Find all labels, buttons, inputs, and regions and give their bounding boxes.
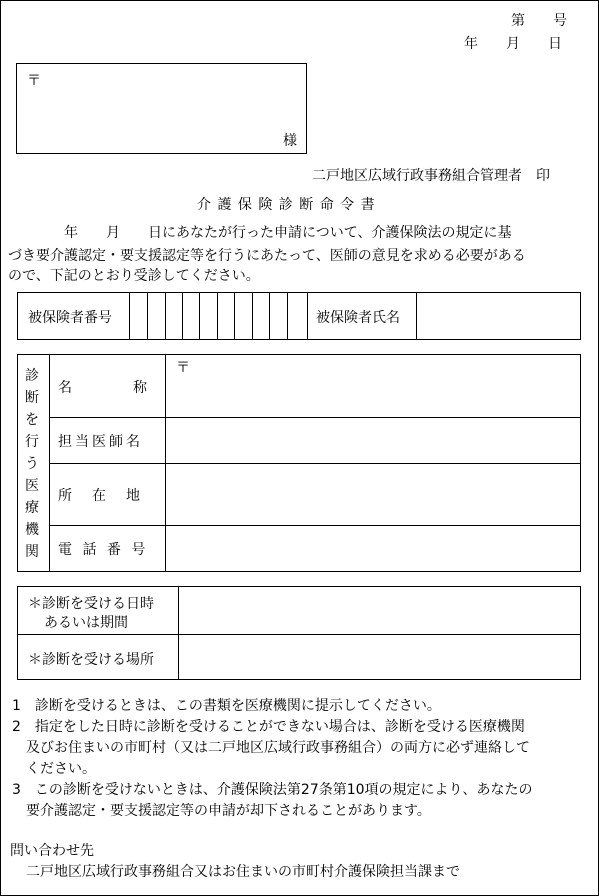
institution-table	[17, 354, 581, 572]
body-line-2: づき要介護認定・要支援認定等を行うにあたって、医師の意見を求める必要がある	[8, 248, 526, 264]
institution-name-label: 名 称	[58, 380, 148, 396]
doctor-name-field[interactable]	[168, 419, 576, 461]
insured-name-field[interactable]	[418, 293, 580, 339]
note-3: 3 この診断を受けないときは、介護保険法第27条第10項の規定により、あなたの	[12, 782, 533, 798]
address-box[interactable]	[16, 63, 307, 154]
address-label: 所 在 地	[58, 488, 143, 504]
datetime-field[interactable]	[180, 587, 578, 633]
address-field[interactable]	[168, 465, 576, 523]
contact-text: 二戸地区広域行政事務組合又はお住まいの市町村介護保険担当課まで	[26, 864, 460, 880]
body-line-1: 年 月 日にあなたが行った申請について、介護保険法の規定に基	[8, 225, 512, 241]
insured-number-label: 被保険者番号	[28, 310, 112, 326]
institution-side-label: 診断を行う医療機関	[25, 368, 39, 560]
body-line-3: ので、下記のとおり受診してください。	[8, 268, 260, 284]
contact-heading: 問い合わせ先	[10, 843, 94, 859]
doctor-name-label: 担当医師名	[58, 434, 143, 450]
note-2-cont-2: ください。	[26, 761, 96, 777]
insured-table	[17, 292, 581, 340]
datetime-label-2: あるいは期間	[44, 615, 128, 631]
schedule-table	[17, 586, 581, 680]
issuer: 二戸地区広域行政事務組合管理者 印	[312, 168, 550, 184]
page-title: 介 護 保 険 診 断 命 令 書	[197, 197, 376, 213]
phone-field[interactable]	[168, 527, 576, 569]
phone-label: 電 話 番 号	[58, 542, 149, 558]
document-number: 第 号	[511, 13, 567, 29]
institution-name-field[interactable]: 〒	[176, 360, 190, 376]
note-2: 2 指定をした日時に診断を受けることができない場合は、診断を受ける医療機関	[12, 719, 525, 735]
datetime-label-1: ＊診断を受ける日時	[28, 596, 154, 612]
postal-mark: 〒	[27, 73, 41, 89]
insured-name-label: 被保険者氏名	[316, 310, 400, 326]
note-2-cont-1: 及びお住まいの市町村（又は二戸地区広域行政事務組合）の両方に必ず連絡して	[26, 740, 530, 756]
place-field[interactable]	[180, 635, 578, 679]
place-label: ＊診断を受ける場所	[28, 652, 154, 668]
note-1: 1 診断を受けるときは、この書類を医療機関に提示してください。	[12, 698, 441, 714]
document-date: 年 月 日	[464, 36, 562, 52]
note-3-cont: 要介護認定・要支援認定等の申請が却下されることがあります。	[26, 803, 431, 819]
insured-number-field[interactable]	[130, 293, 306, 339]
honorific: 様	[283, 133, 297, 149]
